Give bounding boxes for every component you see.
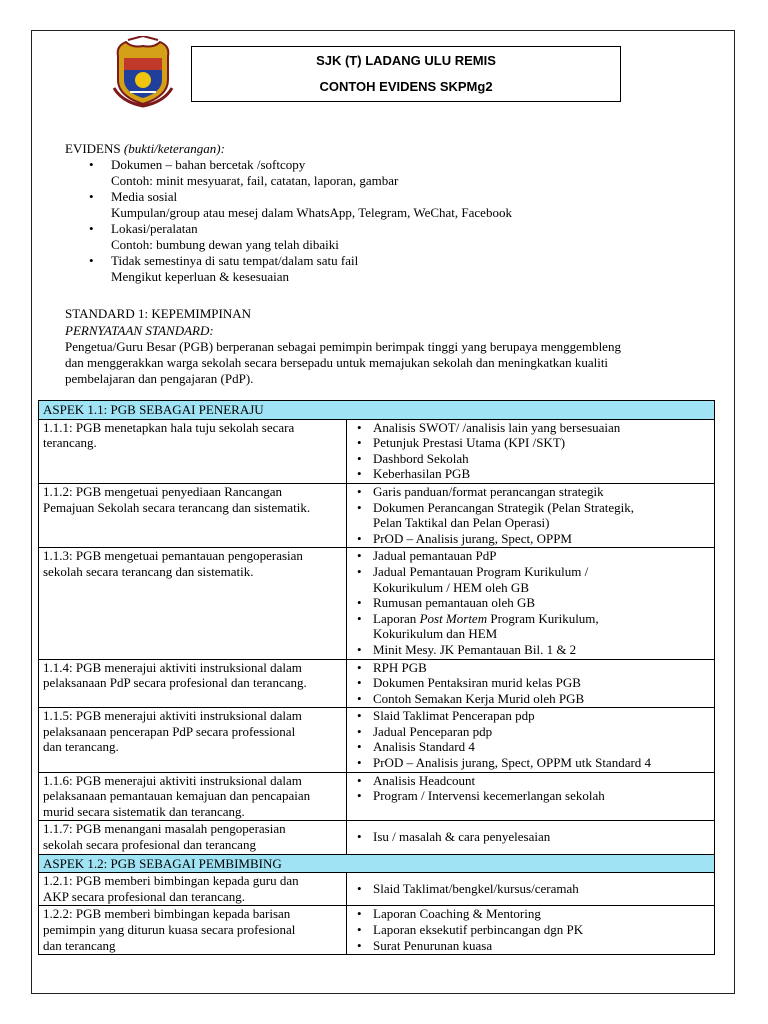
list-item: • Analisis Standard 4 xyxy=(351,739,711,755)
list-item: • Dashbord Sekolah xyxy=(351,451,711,467)
title-box xyxy=(191,46,621,102)
list-item: • Jadual Pemantauan Program Kurikulum / Kokurikulum / HEM oleh GB xyxy=(351,564,711,595)
standard-section xyxy=(65,306,621,387)
list-item: • Jadual pemantauan PdP xyxy=(351,548,711,564)
list-item: • Keberhasilan PGB xyxy=(351,466,711,482)
statement-line: dan menggerakkan warga sekolah secara bersepadu untuk memajukan sekolah dan meningkatkan kualiti xyxy=(65,355,609,370)
table-row: 1.1.4: PGB menerajui aktiviti instruksional dalam pelaksanaan PdP secara profesional dan terancang. • RPH PGB • Dokumen Pentaksiran murid kelas PGB • Contoh Semakan Kerja Murid oleh PGB xyxy=(39,659,715,708)
school-crest-icon xyxy=(112,36,174,108)
list-item: • Laporan Coaching & Mentoring xyxy=(351,906,711,922)
list-item: • RPH PGB xyxy=(351,660,711,676)
evidens-heading-note: (bukti/keterangan): xyxy=(123,141,225,156)
list-item: • Dokumen Perancangan Strategik (Pelan Strategik, Pelan Taktikal dan Pelan Operasi) xyxy=(351,500,711,531)
table-row: 1.1.2: PGB mengetuai penyediaan Rancangan Pemajuan Sekolah secara terancang dan sistematik. • Garis panduan/format perancangan strategik • Dokumen Perancangan Strategik (Pelan Strategik, Pelan Taktikal dan Pelan Operasi) • PrOD – Analisis jurang, Spect, OPPM xyxy=(39,483,715,547)
list-item: • Petunjuk Prestasi Utama (KPI /SKT) xyxy=(351,435,711,451)
standard-title: STANDARD 1: KEPEMIMPINAN xyxy=(65,306,252,321)
table-row: 1.1.1: PGB menetapkan hala tuju sekolah secara terancang. • Analisis SWOT/ /analisis lain yang bersesuaian • Petunjuk Prestasi Utama (KPI /SKT) • Dashbord Sekolah • Keberhasilan PGB xyxy=(39,419,715,483)
list-item: • Jadual Penceparan pdp xyxy=(351,724,711,740)
list-item: • PrOD – Analisis jurang, Spect, OPPM utk Standard 4 xyxy=(351,755,711,771)
list-item: • Slaid Taklimat/bengkel/kursus/ceramah xyxy=(351,881,711,897)
list-item: • Program / Intervensi kecemerlangan sekolah xyxy=(351,788,711,804)
table-row: 1.1.6: PGB menerajui aktiviti instruksional dalam pelaksanaan pemantauan kemajuan dan pencapaian murid secara sistematik dan terancang. • Analisis Headcount • Program / Intervensi kecemerlangan sekolah xyxy=(39,772,715,821)
list-item: • Lokasi/peralatan Contoh: bumbung dewan yang telah dibaiki xyxy=(65,221,512,253)
evidens-heading: EVIDENS xyxy=(65,141,121,156)
table-row: 1.2.1: PGB memberi bimbingan kepada guru dan AKP secara profesional dan terancang. • Slaid Taklimat/bengkel/kursus/ceramah xyxy=(39,873,715,906)
list-item: • Minit Mesy. JK Pemantauan Bil. 1 & 2 xyxy=(351,642,711,658)
list-item: • Analisis Headcount xyxy=(351,773,711,789)
list-item: • Tidak semestinya di satu tempat/dalam satu fail Mengikut keperluan & kesesuaian xyxy=(65,253,512,285)
list-item: • Dokumen – bahan bercetak /softcopy Contoh: minit mesyuarat, fail, catatan, laporan, gambar xyxy=(65,157,512,189)
table-row: 1.1.3: PGB mengetuai pemantauan pengoperasian sekolah secara terancang dan sistematik. • Jadual pemantauan PdP • Jadual Pemantauan Program Kurikulum / Kokurikulum / HEM oleh GB • Rumusan pemantauan oleh GB • Laporan Post Mortem Program Kurikulum, Kokurikulum dan HEM • Minit Mesy. JK Pemantauan Bil. 1 & 2 xyxy=(39,548,715,659)
list-item: • Analisis SWOT/ /analisis lain yang bersesuaian xyxy=(351,420,711,436)
evidence-table xyxy=(38,400,715,955)
list-item: • Dokumen Pentaksiran murid kelas PGB xyxy=(351,675,711,691)
table-row: 1.2.2: PGB memberi bimbingan kepada barisan pemimpin yang diturun kuasa secara profesional dan terancang • Laporan Coaching & Mentoring • Laporan eksekutif perbincangan dgn PK • Surat Penurunan kuasa xyxy=(39,906,715,955)
table-row: 1.1.7: PGB menangani masalah pengoperasian sekolah secara profesional dan terancang • Isu / masalah & cara penyelesaian xyxy=(39,821,715,854)
list-item: • Rumusan pemantauan oleh GB xyxy=(351,595,711,611)
list-item: • Surat Penurunan kuasa xyxy=(351,938,711,954)
statement-label: PERNYATAAN STANDARD: xyxy=(65,323,214,338)
list-item: • PrOD – Analisis jurang, Spect, OPPM xyxy=(351,531,711,547)
statement-line: pembelajaran dan pengajaran (PdP). xyxy=(65,371,254,386)
list-item: • Laporan Post Mortem Program Kurikulum, Kokurikulum dan HEM xyxy=(351,611,711,642)
list-item: • Slaid Taklimat Pencerapan pdp xyxy=(351,708,711,724)
list-item: • Laporan eksekutif perbincangan dgn PK xyxy=(351,922,711,938)
table-row: 1.1.5: PGB menerajui aktiviti instruksional dalam pelaksanaan pencerapan PdP secara professional dan terancang. • Slaid Taklimat Pencerapan pdp • Jadual Penceparan pdp • Analisis Standard 4 • PrOD – Analisis jurang, Spect, OPPM utk Standard 4 xyxy=(39,708,715,772)
school-name: SJK (T) LADANG ULU REMIS xyxy=(316,53,496,68)
statement-line: Pengetua/Guru Besar (PGB) berperanan sebagai pemimpin berimpak tinggi yang berupaya menggembleng xyxy=(65,339,621,354)
aspek-header: ASPEK 1.2: PGB SEBAGAI PEMBIMBING xyxy=(39,854,715,873)
aspek-header: ASPEK 1.1: PGB SEBAGAI PENERAJU xyxy=(39,401,715,420)
list-item: • Contoh Semakan Kerja Murid oleh PGB xyxy=(351,691,711,707)
evidens-section xyxy=(65,141,512,285)
list-item: • Isu / masalah & cara penyelesaian xyxy=(351,829,711,845)
list-item: • Media sosial Kumpulan/group atau mesej dalam WhatsApp, Telegram, WeChat, Facebook xyxy=(65,189,512,221)
list-item: • Garis panduan/format perancangan strategik xyxy=(351,484,711,500)
document-title: CONTOH EVIDENS SKPMg2 xyxy=(319,79,493,94)
